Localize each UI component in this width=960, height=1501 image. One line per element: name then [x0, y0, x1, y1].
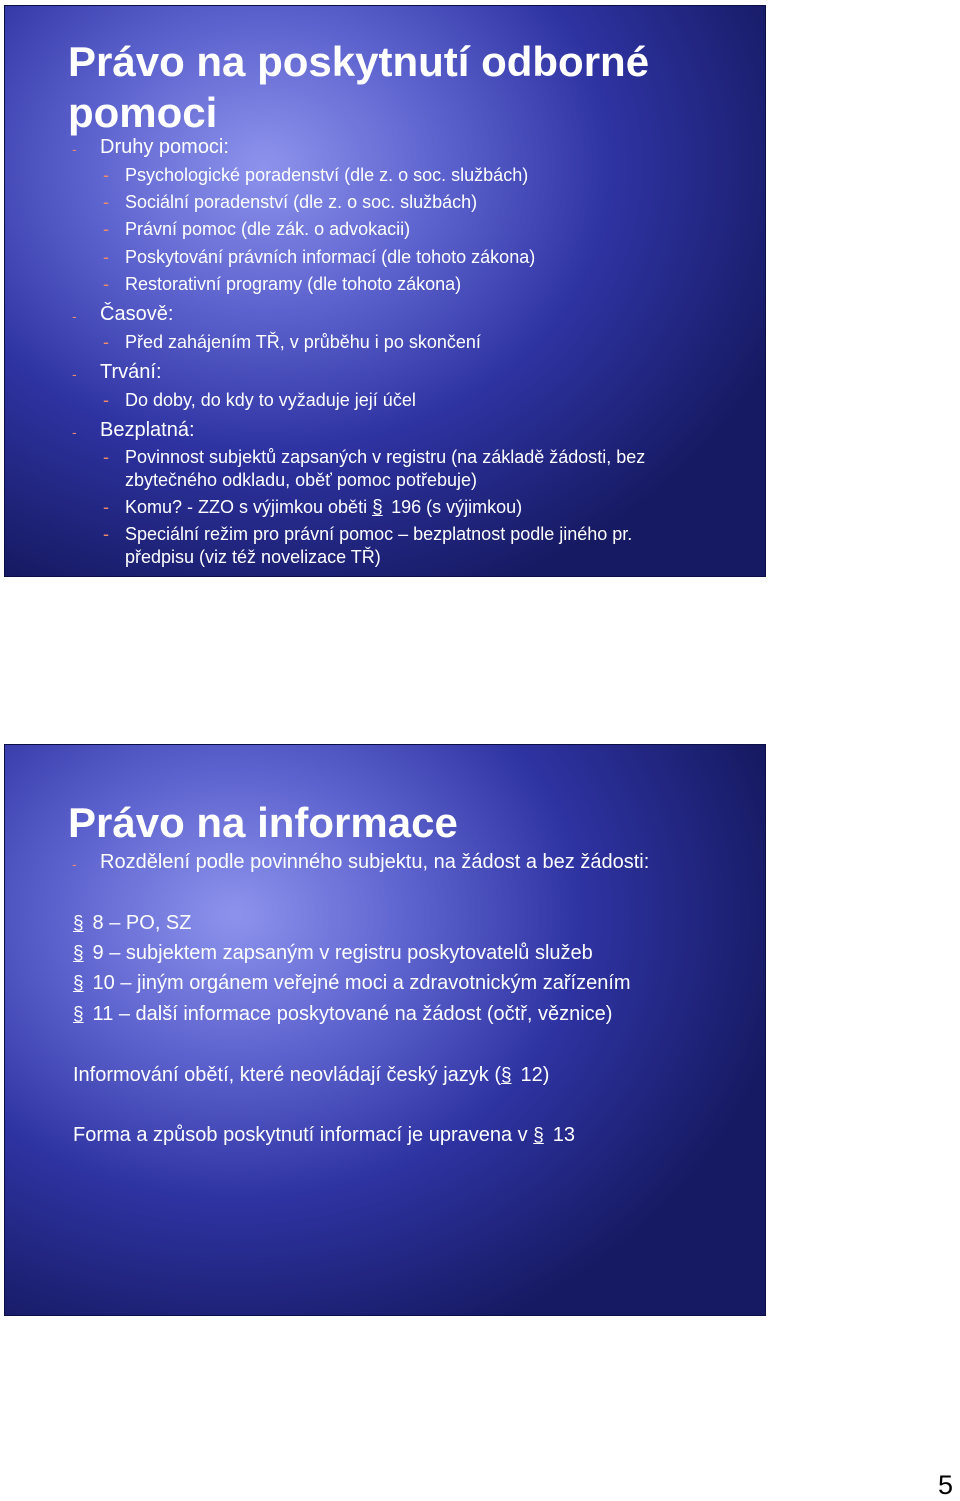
- list-item-text: Sociální poradenství (dle z. o soc. službách): [125, 192, 478, 212]
- list-item-text: předpisu (viz též novelizace TŘ): [125, 547, 381, 567]
- bullet-dash: -: [103, 497, 109, 517]
- slide-title: Právo na poskytnutí odborné pomoci: [68, 38, 650, 136]
- intro-text: Rozdělení podle povinného subjektu, na žádost a bez žádosti:: [100, 851, 650, 873]
- list-item-text: zbytečného odkladu, oběť pomoc potřebuje): [125, 470, 477, 490]
- list-item-text: Psychologické poradenství (dle z. o soc. službách): [125, 165, 529, 185]
- paragraph-sign: §: [533, 1125, 544, 1146]
- bullet-dash: -: [103, 219, 109, 239]
- page-number: 5: [938, 1470, 954, 1500]
- bullet-dash: -: [72, 856, 77, 872]
- list-item-text: Do doby, do kdy to vyžaduje její účel: [125, 390, 416, 410]
- slide-pravo-na-informace: [5, 745, 765, 1315]
- bullet-dash: -: [103, 165, 109, 185]
- bullet-dash: -: [72, 424, 77, 440]
- slide-title: Právo na informace: [68, 799, 458, 846]
- bullet-dash: -: [103, 390, 109, 410]
- list-item-text: Restorativní programy (dle tohoto zákona): [125, 274, 462, 294]
- list-item-text: Před zahájením TŘ, v průběhu i po skončení: [125, 332, 481, 352]
- bullet-dash: -: [72, 141, 77, 157]
- list-item-text: Speciální režim pro právní pomoc – bezplatnost podle jiného pr.: [125, 524, 633, 544]
- list-item-text: Druhy pomoci:: [100, 136, 229, 158]
- list-item-text: Časově:: [100, 303, 174, 325]
- bullet-dash: -: [103, 274, 109, 294]
- bullet-dash: -: [72, 308, 77, 324]
- bullet-dash: -: [103, 332, 109, 352]
- list-item-text: Bezplatná:: [100, 419, 195, 441]
- bullet-dash: -: [103, 524, 109, 544]
- form-note: Forma a způsob poskytnutí informací je upravena v § 13: [73, 1124, 576, 1146]
- paragraph-sign: §: [73, 943, 84, 964]
- list-item-text: Právní pomoc (dle zák. o advokacii): [125, 219, 411, 239]
- paragraph-sign: §: [500, 1065, 512, 1086]
- list-item-text: Poskytování právních informací (dle tohoto zákona): [125, 247, 536, 267]
- bullet-dash: -: [72, 366, 77, 382]
- list-item-text: Trvání:: [100, 361, 162, 383]
- slide-odborna-pomoc: [5, 6, 765, 576]
- section-item: § 11 – další informace poskytované na žádost (očtř, věznice): [73, 1003, 613, 1025]
- paragraph-sign: §: [73, 1004, 84, 1025]
- paragraph-sign: §: [372, 497, 383, 518]
- section-item: § 10 – jiným orgánem veřejné moci a zdravotnickým zařízením: [73, 972, 631, 994]
- bullet-dash: -: [103, 192, 109, 212]
- bullet-dash: -: [103, 447, 109, 467]
- paragraph-sign: §: [73, 973, 84, 994]
- list-item-text: Komu? - ZZO s výjimkou oběti § 196 (s výjimkou): [125, 497, 523, 518]
- bullet-dash: -: [103, 247, 109, 267]
- paragraph-sign: §: [73, 913, 84, 934]
- section-item: § 9 – subjektem zapsaným v registru poskytovatelů služeb: [73, 942, 593, 964]
- list-item-text: Povinnost subjektů zapsaných v registru (na základě žádosti, bez: [125, 447, 646, 467]
- section-item: § 8 – PO, SZ: [73, 912, 192, 934]
- languages-note: Informování obětí, které neovládají český jazyk (§ 12): [73, 1064, 550, 1086]
